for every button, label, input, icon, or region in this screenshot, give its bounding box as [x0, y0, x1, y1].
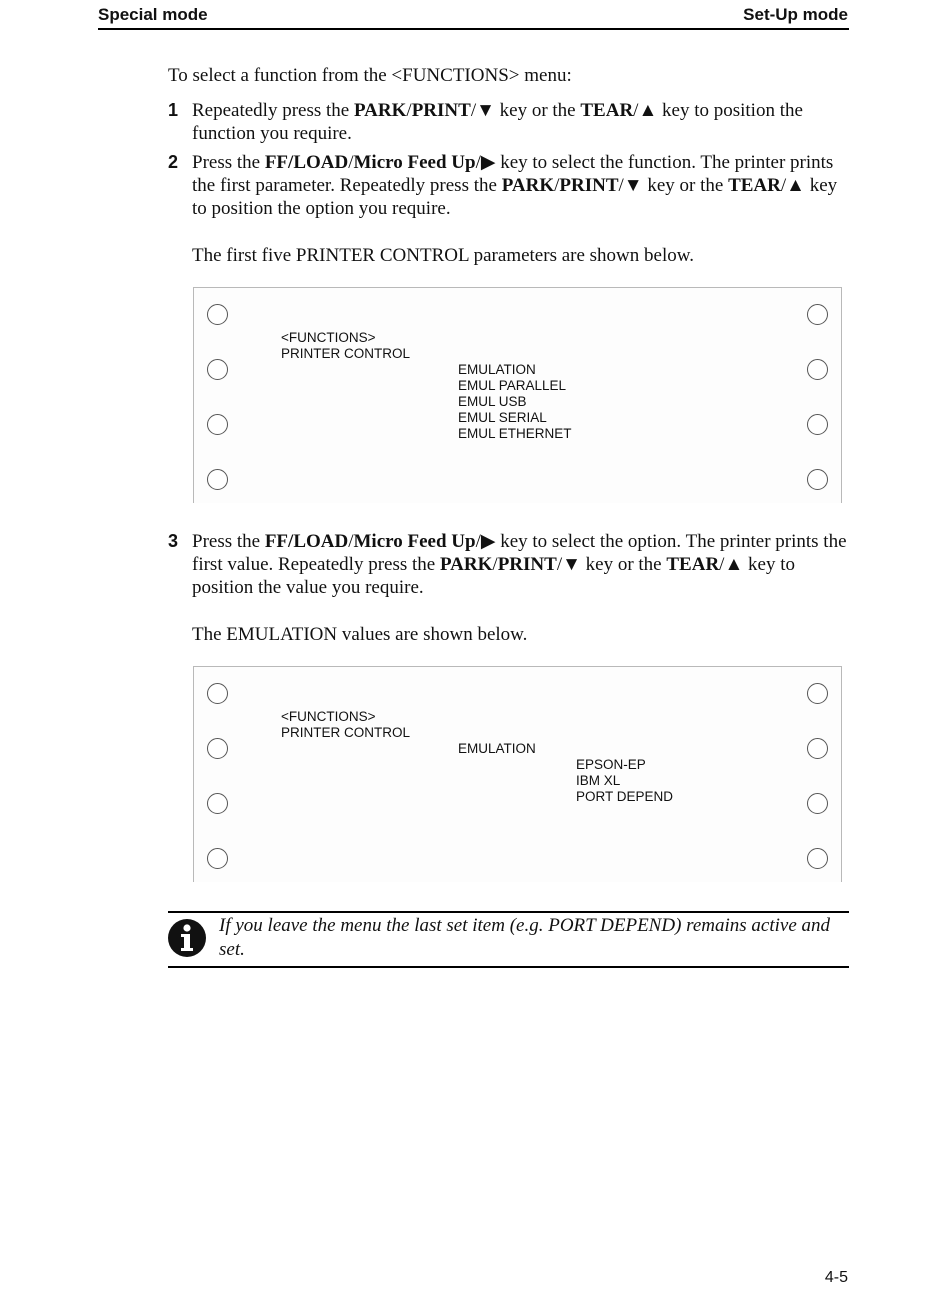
tractor-hole-icon — [207, 414, 228, 435]
tractor-hole-icon — [807, 793, 828, 814]
tractor-hole-icon — [207, 738, 228, 759]
tractor-hole-icon — [807, 414, 828, 435]
tractor-hole-icon — [207, 793, 228, 814]
printout-line: IBM XL — [576, 773, 621, 788]
printout-line: PRINTER CONTROL — [281, 346, 411, 361]
tractor-hole-icon — [207, 848, 228, 869]
tractor-hole-icon — [207, 304, 228, 325]
running-header-left: Special mode — [98, 5, 208, 24]
printout-line: EMULATION — [458, 362, 536, 377]
tractor-hole-icon — [807, 469, 828, 490]
step-text: Repeatedly press the PARK/PRINT/▼ key or the TEAR/▲ key to position the function you require. — [192, 100, 803, 144]
info-rule-top — [168, 911, 849, 913]
printout-line: EMULATION — [458, 741, 536, 756]
tractor-hole-icon — [807, 683, 828, 704]
printout-values — [193, 666, 842, 882]
header-rule — [98, 28, 849, 30]
page-number: 4-5 — [824, 1269, 848, 1286]
info-rule-bottom — [168, 966, 849, 968]
printout-parameters — [193, 287, 842, 503]
info-note-text: If you leave the menu the last set item (e.g. PORT DEPEND) remains active and set. — [219, 915, 831, 960]
printout-line: EMUL ETHERNET — [458, 426, 572, 441]
step-1 — [168, 99, 848, 145]
printout-line: <FUNCTIONS> — [281, 709, 376, 724]
intro-text: To select a function from the <FUNCTIONS> menu: — [168, 65, 572, 86]
tractor-hole-icon — [807, 359, 828, 380]
tractor-hole-icon — [207, 469, 228, 490]
tractor-hole-icon — [807, 848, 828, 869]
tractor-hole-icon — [807, 304, 828, 325]
printout-line: PRINTER CONTROL — [281, 725, 411, 740]
step-number: 1 — [168, 100, 179, 120]
step-3 — [168, 530, 848, 599]
step-text: Press the FF/LOAD/Micro Feed Up/▶ key to select the function. The printer prints the first parameter. Repeatedly press the PARK/PRINT/▼ key or the TEAR/▲ key to position the option you require. — [192, 152, 838, 219]
step-text: Press the FF/LOAD/Micro Feed Up/▶ key to select the option. The printer prints the first value. Repeatedly press the PARK/PRINT/▼ key or the TEAR/▲ key to position the value you require. — [192, 531, 847, 598]
printout-line: <FUNCTIONS> — [281, 330, 376, 345]
tractor-hole-icon — [807, 738, 828, 759]
running-header-right: Set-Up mode — [743, 5, 848, 24]
printout-line: EPSON-EP — [576, 757, 646, 772]
step-2 — [168, 151, 848, 220]
printout-line: EMUL USB — [458, 394, 527, 409]
parameters-note: The first five PRINTER CONTROL parameters are shown below. — [192, 245, 694, 266]
printout-line: EMUL PARALLEL — [458, 378, 567, 393]
info-icon — [167, 918, 207, 958]
printout-line: EMUL SERIAL — [458, 410, 547, 425]
tractor-hole-icon — [207, 683, 228, 704]
printout-line: PORT DEPEND — [576, 789, 674, 804]
values-note: The EMULATION values are shown below. — [192, 624, 528, 645]
step-number: 3 — [168, 531, 179, 551]
step-number: 2 — [168, 152, 179, 172]
tractor-hole-icon — [207, 359, 228, 380]
